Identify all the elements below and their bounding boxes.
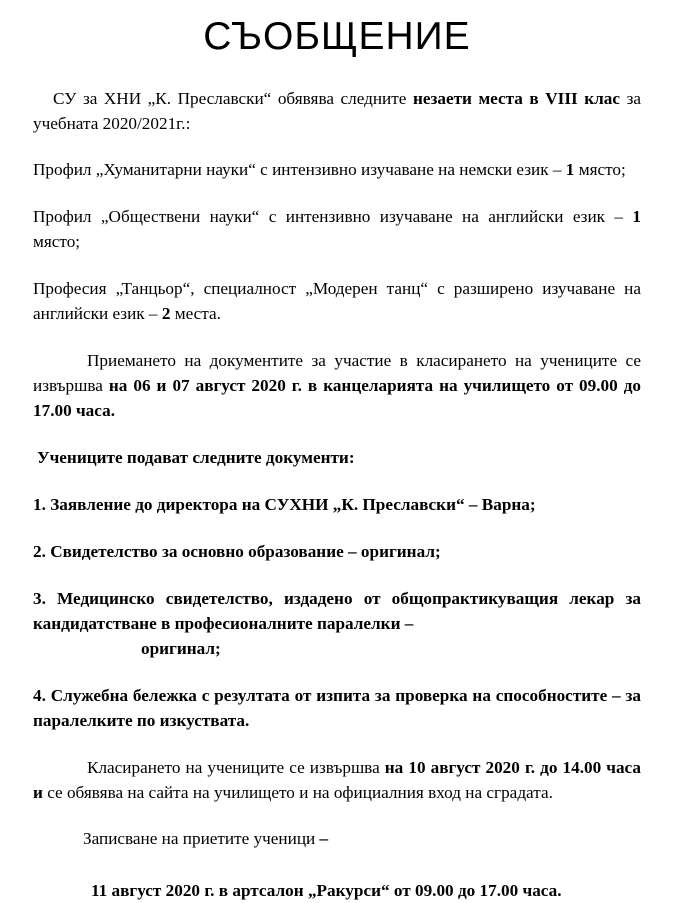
intro-vacancies: незаети места в VIII клас — [412, 89, 621, 108]
enrollment-date: 11 август 2020 г. в артсалон „Ракурси“ от 09.00 до 17.00 часа. — [91, 881, 562, 900]
profile-count: 1 — [565, 160, 575, 179]
profile-unit: място; — [33, 232, 81, 251]
ranking-paragraph — [33, 755, 641, 805]
acceptance-text: Приемането на документите за участие в класирането на учениците се извършва — [33, 351, 641, 395]
profession-dancer — [33, 276, 641, 326]
profile-count: 1 — [632, 207, 641, 226]
document-page — [0, 15, 679, 900]
intro-paragraph — [33, 86, 641, 136]
ranking-text: Класирането на учениците се извършва — [87, 758, 385, 777]
intro-year: за учебната 2020/2021г.: — [33, 89, 642, 133]
document-item-medical — [33, 586, 641, 661]
document-item-certificate: 2. Свидетелство за основно образование – оригинал; — [33, 542, 441, 561]
document-item-aptitude: 4. Служебна бележка с резултата от изпита за проверка на способностите – за паралелките по изкуствата. — [33, 686, 641, 730]
enrollment-dash: – — [319, 829, 329, 848]
profile-text: Професия „Танцьор“, специалност „Модерен танц“ с разширено изучаване на английски език – — [33, 279, 641, 323]
enrollment-text: Записване на приетите ученици — [83, 829, 320, 848]
ranking-publication: се обявява на сайта на училището и на официалния вход на сградата. — [42, 783, 553, 802]
documents-heading: Учениците подават следните документи: — [37, 448, 355, 467]
profile-text: Профил „Хуманитарни науки“ с интензивно изучаване на немски език – — [33, 160, 566, 179]
document-item-medical-text: 3. Медицинско свидетелство, издадено от общопрактикуващия лекар за кандидатстване в професионалните паралелки – — [33, 589, 641, 633]
enrollment-paragraph — [33, 826, 641, 851]
acceptance-paragraph — [33, 348, 641, 423]
profile-count: 2 — [161, 304, 171, 323]
profile-unit: място; — [574, 160, 626, 179]
profile-humanities — [33, 157, 641, 182]
document-item-medical-end: оригинал; — [141, 639, 221, 658]
profile-unit: места. — [170, 304, 221, 323]
document-title: СЪОБЩЕНИЕ — [203, 15, 471, 58]
acceptance-dates: на 06 и 07 август 2020 г. в канцеларията на училището от 09.00 до 17.00 часа. — [33, 376, 641, 420]
document-item-application: 1. Заявление до директора на СУХНИ „К. Преславски“ – Варна; — [33, 495, 536, 514]
ranking-date: на 10 август 2020 г. до 14.00 часа и — [33, 758, 641, 802]
intro-text: СУ за ХНИ „К. Преславски“ обявява следните — [53, 89, 413, 108]
profile-text: Профил „Обществени науки“ с интензивно изучаване на английски език – — [33, 207, 633, 226]
profile-social-sciences — [33, 204, 641, 254]
